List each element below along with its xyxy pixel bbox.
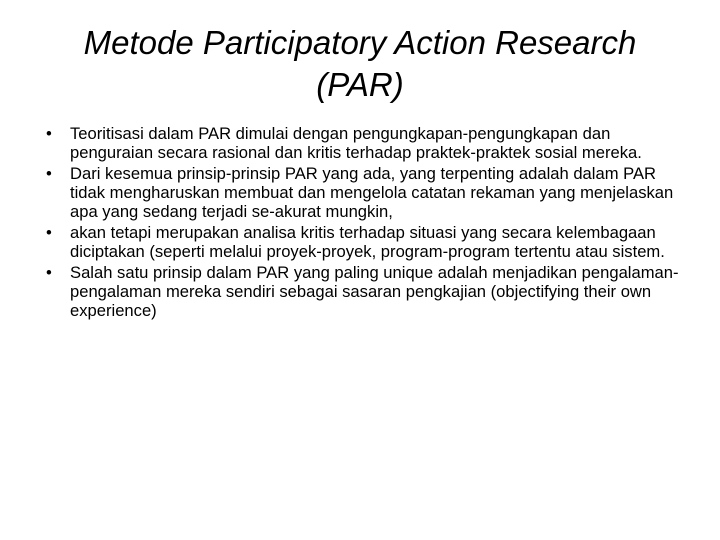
- bullet-text: Teoritisasi dalam PAR dimulai dengan pengungkapan-pengungkapan dan penguraian secara rasional dan kritis terhadap praktek-praktek sosial mereka.: [70, 124, 642, 162]
- bullet-item: [46, 263, 686, 320]
- bullet-text: Dari kesemua prinsip-prinsip PAR yang ada, yang terpenting adalah dalam PAR tidak mengharuskan membuat dan mengelola catatan rekaman yang menjelaskan apa yang sedang terjadi se-akurat mungkin,: [70, 164, 674, 221]
- bullet-glyph: •: [46, 164, 52, 183]
- bullet-glyph: •: [46, 223, 52, 242]
- bullet-text: akan tetapi merupakan analisa kritis terhadap situasi yang secara kelembagaan diciptakan (seperti melalui proyek-proyek, program-program tertentu atau sistem.: [70, 223, 665, 261]
- bullet-item: [46, 164, 686, 221]
- bullet-item: [46, 223, 686, 261]
- slide-title: [30, 22, 690, 106]
- slide-title-line-2: (PAR): [316, 66, 404, 103]
- bullet-text: Salah satu prinsip dalam PAR yang paling unique adalah menjadikan pengalaman-pengalaman mereka sendiri sebagai sasaran pengkajian (objectifying their own experience): [70, 263, 679, 320]
- bullet-list: [46, 124, 686, 322]
- bullet-item: [46, 124, 686, 162]
- slide-title-line-1: Metode Participatory Action Research: [83, 24, 637, 61]
- bullet-glyph: •: [46, 263, 52, 282]
- bullet-glyph: •: [46, 124, 52, 143]
